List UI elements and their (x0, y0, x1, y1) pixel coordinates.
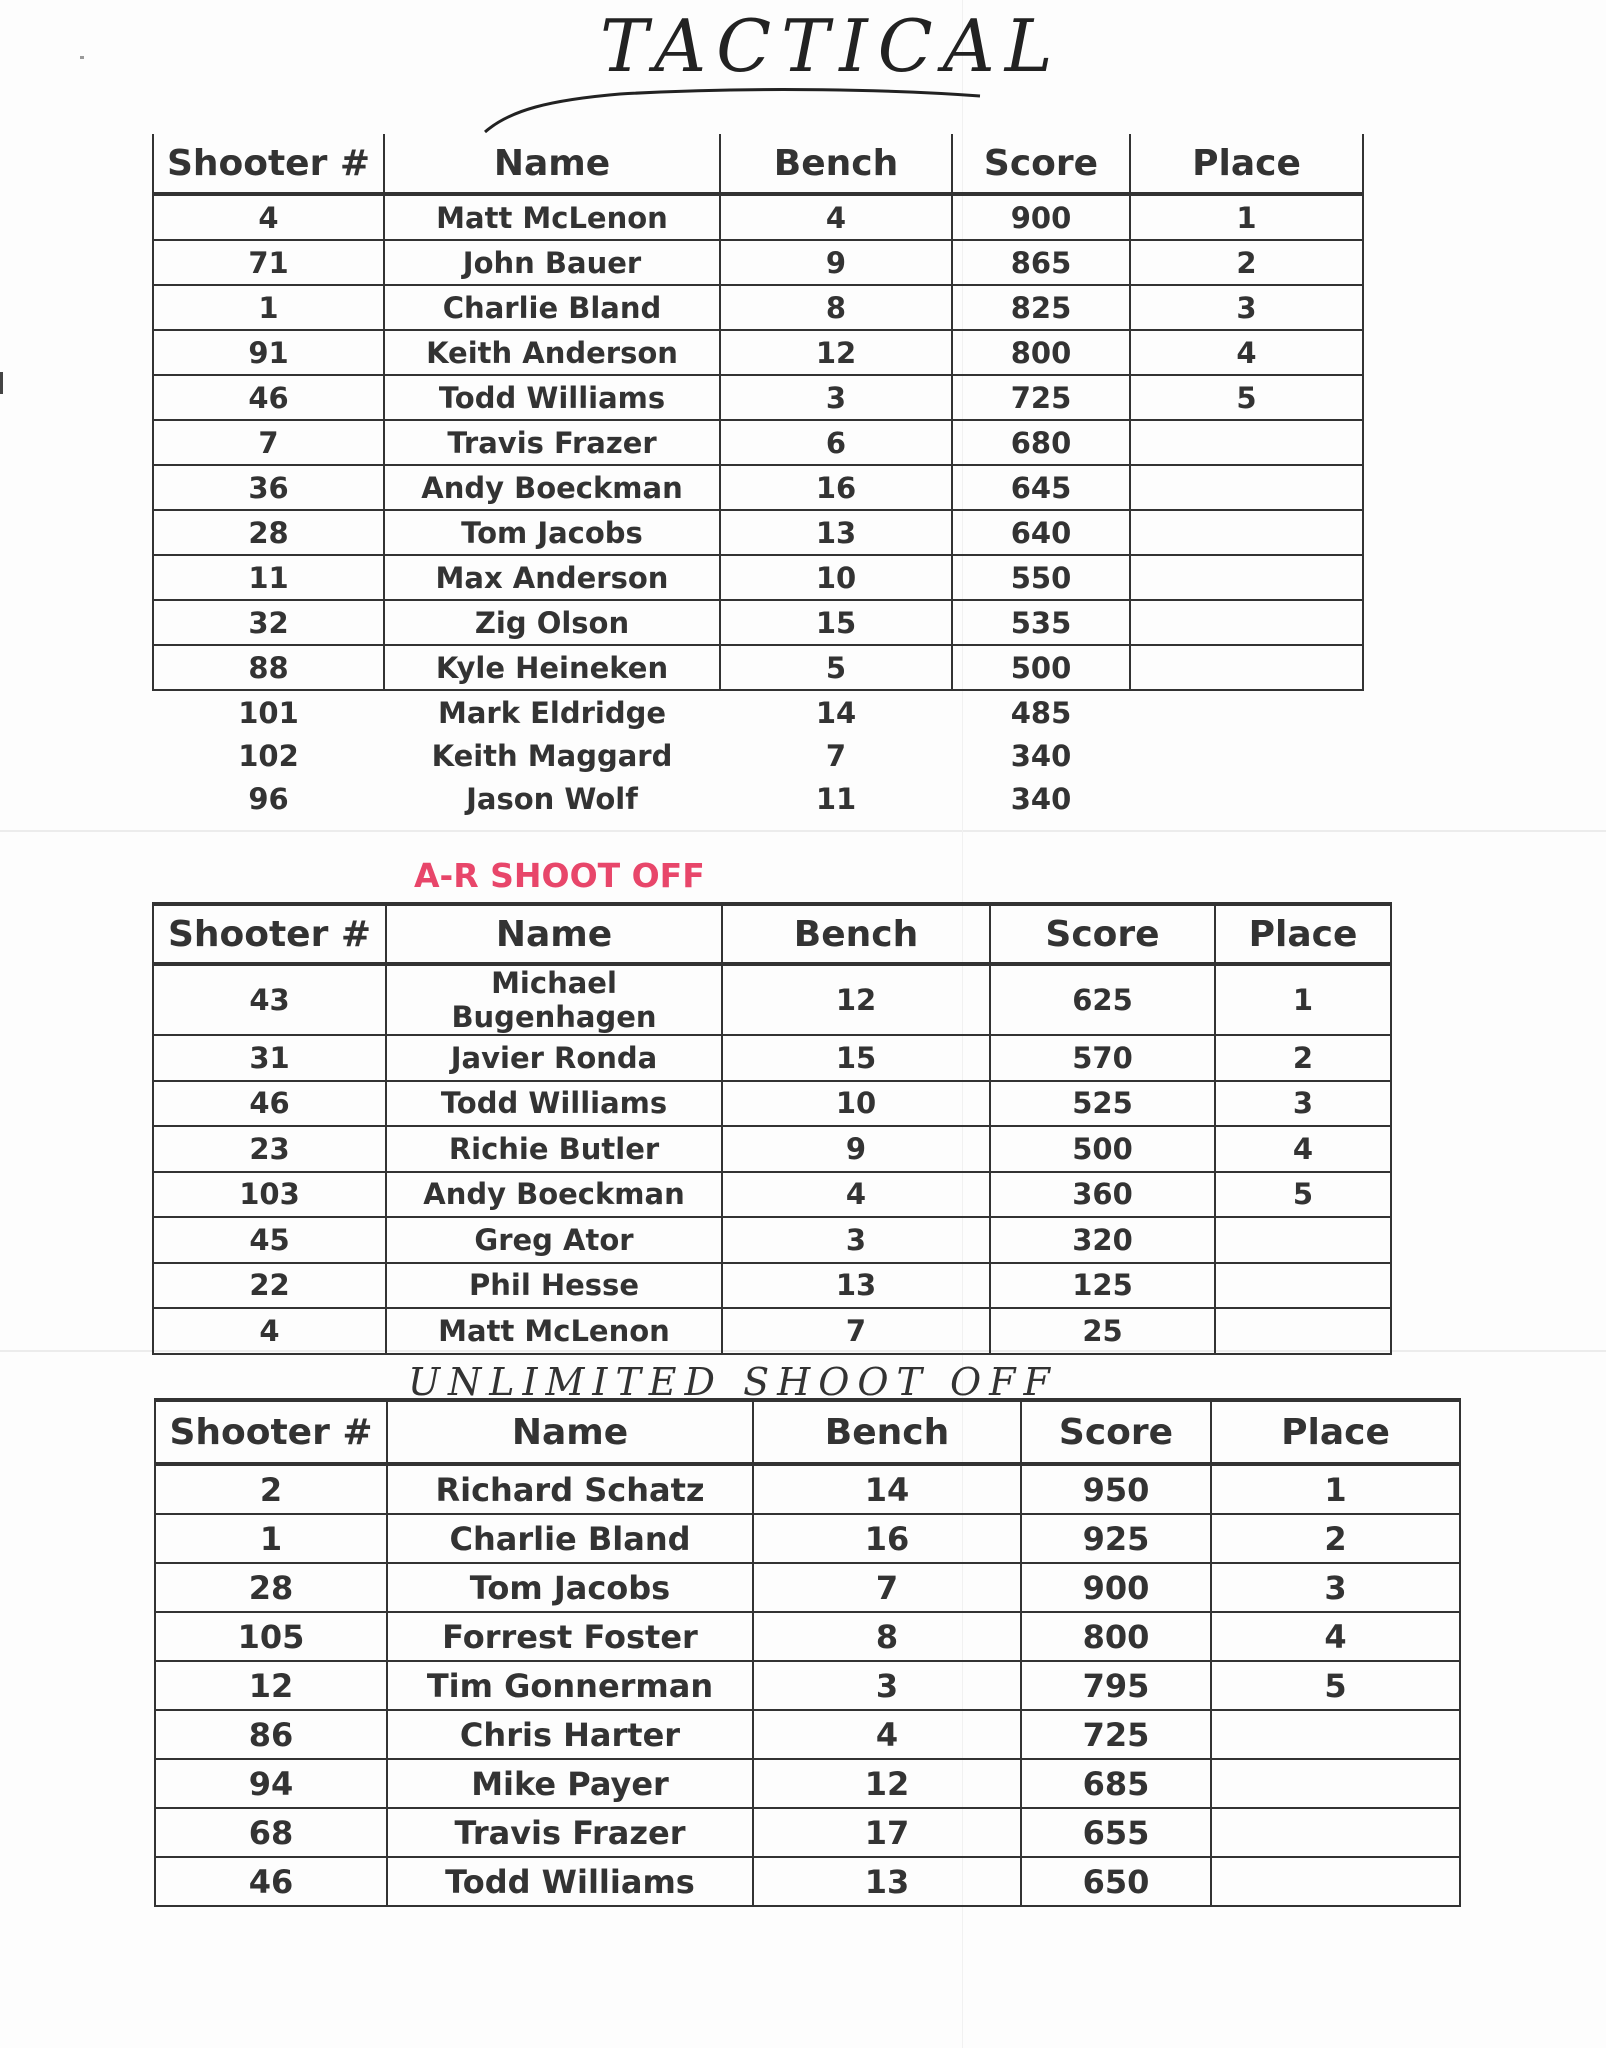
cell-name: Andy Boeckman (386, 1172, 722, 1218)
cell-name: Richard Schatz (387, 1464, 753, 1514)
cell-bench: 11 (815, 781, 857, 816)
table-row (153, 555, 1363, 600)
cell-name: Mark Eldridge (437, 695, 667, 730)
cell-bench: 3 (753, 1661, 1021, 1710)
table-row (153, 690, 1363, 734)
cell-name: Travis Frazer (387, 1808, 753, 1857)
table-row (153, 734, 1363, 777)
cell-score: 360 (990, 1172, 1215, 1218)
cell-name: Max Anderson (384, 555, 720, 600)
cell-place: 3 (1215, 1081, 1391, 1127)
cell-shooter-number: 1 (153, 285, 384, 330)
cell-shooter-number: 31 (153, 1035, 386, 1081)
table-row (155, 1464, 1460, 1514)
paper-fold-line (0, 830, 1606, 832)
cell-place: 1 (1215, 964, 1391, 1035)
cell-shooter-number: 2 (155, 1464, 387, 1514)
cell-score: 900 (952, 194, 1130, 240)
cell-name: John Bauer (384, 240, 720, 285)
table-row (155, 1661, 1460, 1710)
cell-shooter-number: 36 (153, 465, 384, 510)
cell-bench: 16 (720, 465, 952, 510)
cell-score: 535 (952, 600, 1130, 645)
table-row (153, 964, 1391, 1035)
cell-shooter-number: 12 (155, 1661, 387, 1710)
cell-shooter-number: 94 (155, 1759, 387, 1808)
cell-name: Michael Bugenhagen (386, 964, 722, 1035)
cell-score: 25 (990, 1308, 1215, 1354)
cell-bench: 7 (825, 738, 847, 773)
tactical-results-table (152, 134, 1364, 820)
table-row (153, 240, 1363, 285)
cell-name: Javier Ronda (386, 1035, 722, 1081)
cell-name: Todd Williams (386, 1081, 722, 1127)
cell-name: Zig Olson (384, 600, 720, 645)
cell-score: 570 (990, 1035, 1215, 1081)
cell-bench: 14 (815, 695, 857, 730)
cell-name: Matt McLenon (384, 194, 720, 240)
table-header-row (153, 134, 1363, 194)
table-row (153, 777, 1363, 820)
cell-name: Matt McLenon (386, 1308, 722, 1354)
cell-shooter-number: 28 (155, 1563, 387, 1612)
cell-place: 4 (1215, 1126, 1391, 1172)
column-header-name: Name (384, 134, 720, 194)
cell-score: 925 (1021, 1514, 1211, 1563)
cell-shooter-number: 96 (248, 781, 289, 816)
table-row (155, 1808, 1460, 1857)
cell-name: Charlie Bland (387, 1514, 753, 1563)
cell-place (1215, 1263, 1391, 1309)
cell-name: Charlie Bland (384, 285, 720, 330)
cell-score: 800 (1021, 1612, 1211, 1661)
cell-name: Todd Williams (387, 1857, 753, 1906)
column-header-shooter-number: Shooter # (153, 904, 386, 964)
column-header-name: Name (387, 1400, 753, 1464)
ar-shoot-off-heading: A-R SHOOT OFF (414, 856, 705, 895)
column-header-shooter-number: Shooter # (153, 134, 384, 194)
column-header-place: Place (1215, 904, 1391, 964)
cell-place (1130, 420, 1363, 465)
cell-name: Forrest Foster (387, 1612, 753, 1661)
table-row (153, 1126, 1391, 1172)
cell-shooter-number: 43 (153, 964, 386, 1035)
cell-bench: 12 (753, 1759, 1021, 1808)
table-row (153, 1172, 1391, 1218)
table-row (153, 465, 1363, 510)
cell-shooter-number: 68 (155, 1808, 387, 1857)
cell-name: Keith Maggard (431, 738, 673, 773)
cell-place: 2 (1130, 240, 1363, 285)
cell-place: 4 (1211, 1612, 1460, 1661)
cell-bench: 13 (753, 1857, 1021, 1906)
cell-place (1215, 1217, 1391, 1263)
cell-bench: 12 (722, 964, 990, 1035)
cell-shooter-number: 86 (155, 1710, 387, 1759)
cell-bench: 8 (753, 1612, 1021, 1661)
cell-name: Andy Boeckman (384, 465, 720, 510)
cell-place (1130, 510, 1363, 555)
table-row (153, 330, 1363, 375)
cell-place: 5 (1215, 1172, 1391, 1218)
cell-shooter-number: 71 (153, 240, 384, 285)
cell-bench: 4 (753, 1710, 1021, 1759)
cell-shooter-number: 22 (153, 1263, 386, 1309)
column-header-bench: Bench (722, 904, 990, 964)
cell-score: 550 (952, 555, 1130, 600)
cell-score: 650 (1021, 1857, 1211, 1906)
table-row (155, 1563, 1460, 1612)
cell-score: 340 (1010, 738, 1072, 773)
cell-place: 5 (1211, 1661, 1460, 1710)
column-header-bench: Bench (753, 1400, 1021, 1464)
cell-name: Chris Harter (387, 1710, 753, 1759)
cell-name: Greg Ator (386, 1217, 722, 1263)
cell-name: Travis Frazer (384, 420, 720, 465)
cell-score: 645 (952, 465, 1130, 510)
cell-score: 655 (1021, 1808, 1211, 1857)
table-header-row (155, 1400, 1460, 1464)
cell-shooter-number: 46 (153, 375, 384, 420)
cell-score: 485 (1010, 695, 1072, 730)
cell-score: 125 (990, 1263, 1215, 1309)
cell-place: 3 (1211, 1563, 1460, 1612)
cell-place (1130, 777, 1363, 820)
cell-name: Kyle Heineken (384, 645, 720, 690)
cell-bench: 4 (720, 194, 952, 240)
cell-bench: 10 (722, 1081, 990, 1127)
table-row (153, 375, 1363, 420)
cell-bench: 8 (720, 285, 952, 330)
cell-bench: 12 (720, 330, 952, 375)
cell-shooter-number: 4 (153, 194, 384, 240)
table-row (155, 1514, 1460, 1563)
cell-score: 640 (952, 510, 1130, 555)
cell-shooter-number: 46 (153, 1081, 386, 1127)
unlimited-shoot-off-heading: UNLIMITED SHOOT OFF (408, 1360, 1058, 1404)
cell-score: 625 (990, 964, 1215, 1035)
cell-shooter-number: 4 (153, 1308, 386, 1354)
cell-score: 320 (990, 1217, 1215, 1263)
cell-name: Tim Gonnerman (387, 1661, 753, 1710)
cell-name: Mike Payer (387, 1759, 753, 1808)
cell-shooter-number: 1 (155, 1514, 387, 1563)
cell-shooter-number: 103 (153, 1172, 386, 1218)
cell-bench: 3 (722, 1217, 990, 1263)
cell-place: 2 (1215, 1035, 1391, 1081)
column-header-score: Score (1021, 1400, 1211, 1464)
cell-place (1211, 1759, 1460, 1808)
ar-shoot-off-table (152, 902, 1392, 1355)
cell-shooter-number: 101 (238, 695, 299, 730)
cell-bench: 14 (753, 1464, 1021, 1514)
cell-name: Todd Williams (384, 375, 720, 420)
cell-bench: 5 (720, 645, 952, 690)
column-header-score: Score (990, 904, 1215, 964)
cell-place (1130, 555, 1363, 600)
cell-bench: 15 (720, 600, 952, 645)
table-row (153, 510, 1363, 555)
handwritten-title: TACTICAL (600, 4, 1063, 88)
cell-score: 900 (1021, 1563, 1211, 1612)
cell-place (1130, 690, 1363, 734)
cell-shooter-number: 102 (238, 738, 299, 773)
cell-place (1130, 465, 1363, 510)
cell-shooter-number: 32 (153, 600, 384, 645)
unlimited-shoot-off-table (154, 1398, 1461, 1907)
cell-score: 825 (952, 285, 1130, 330)
cell-name: Tom Jacobs (384, 510, 720, 555)
cell-score: 725 (952, 375, 1130, 420)
column-header-score: Score (952, 134, 1130, 194)
cell-place: 1 (1211, 1464, 1460, 1514)
column-header-place: Place (1130, 134, 1363, 194)
cell-bench: 7 (722, 1308, 990, 1354)
cell-score: 865 (952, 240, 1130, 285)
table-header-row (153, 904, 1391, 964)
cell-bench: 13 (722, 1263, 990, 1309)
cell-bench: 9 (720, 240, 952, 285)
cell-bench: 13 (720, 510, 952, 555)
cell-place (1211, 1857, 1460, 1906)
cell-score: 950 (1021, 1464, 1211, 1514)
column-header-bench: Bench (720, 134, 952, 194)
table-row (155, 1612, 1460, 1661)
scan-edge-mark (0, 372, 3, 394)
column-header-shooter-number: Shooter # (155, 1400, 387, 1464)
scan-speck (80, 56, 84, 59)
cell-bench: 10 (720, 555, 952, 600)
cell-bench: 9 (722, 1126, 990, 1172)
table-row (153, 600, 1363, 645)
cell-place (1211, 1710, 1460, 1759)
table-row (155, 1857, 1460, 1906)
cell-score: 500 (990, 1126, 1215, 1172)
column-header-place: Place (1211, 1400, 1460, 1464)
cell-name: Jason Wolf (466, 781, 638, 816)
table-row (155, 1710, 1460, 1759)
table-row (153, 1263, 1391, 1309)
cell-shooter-number: 105 (155, 1612, 387, 1661)
cell-shooter-number: 28 (153, 510, 384, 555)
cell-name: Tom Jacobs (387, 1563, 753, 1612)
cell-place (1215, 1308, 1391, 1354)
table-row (153, 1081, 1391, 1127)
cell-bench: 17 (753, 1808, 1021, 1857)
cell-place (1130, 600, 1363, 645)
cell-place (1130, 734, 1363, 777)
cell-place: 2 (1211, 1514, 1460, 1563)
table-row (153, 645, 1363, 690)
cell-score: 800 (952, 330, 1130, 375)
cell-place: 1 (1130, 194, 1363, 240)
table-row (153, 420, 1363, 465)
cell-bench: 4 (722, 1172, 990, 1218)
table-row (153, 194, 1363, 240)
cell-score: 685 (1021, 1759, 1211, 1808)
cell-bench: 3 (720, 375, 952, 420)
cell-place (1211, 1808, 1460, 1857)
table-row (153, 285, 1363, 330)
cell-name: Richie Butler (386, 1126, 722, 1172)
cell-bench: 6 (720, 420, 952, 465)
cell-score: 500 (952, 645, 1130, 690)
cell-shooter-number: 88 (153, 645, 384, 690)
cell-name: Phil Hesse (386, 1263, 722, 1309)
cell-score: 525 (990, 1081, 1215, 1127)
cell-name: Keith Anderson (384, 330, 720, 375)
table-row (153, 1035, 1391, 1081)
cell-bench: 16 (753, 1514, 1021, 1563)
cell-shooter-number: 45 (153, 1217, 386, 1263)
cell-place: 4 (1130, 330, 1363, 375)
cell-place: 5 (1130, 375, 1363, 420)
cell-shooter-number: 46 (155, 1857, 387, 1906)
cell-shooter-number: 11 (153, 555, 384, 600)
cell-score: 680 (952, 420, 1130, 465)
column-header-name: Name (386, 904, 722, 964)
handwritten-underline (480, 60, 1000, 140)
cell-shooter-number: 23 (153, 1126, 386, 1172)
cell-score: 340 (1010, 781, 1072, 816)
table-row (153, 1217, 1391, 1263)
table-row (153, 1308, 1391, 1354)
cell-place (1130, 645, 1363, 690)
cell-bench: 15 (722, 1035, 990, 1081)
cell-bench: 7 (753, 1563, 1021, 1612)
cell-score: 795 (1021, 1661, 1211, 1710)
table-row (155, 1759, 1460, 1808)
cell-score: 725 (1021, 1710, 1211, 1759)
cell-shooter-number: 91 (153, 330, 384, 375)
cell-place: 3 (1130, 285, 1363, 330)
cell-shooter-number: 7 (153, 420, 384, 465)
